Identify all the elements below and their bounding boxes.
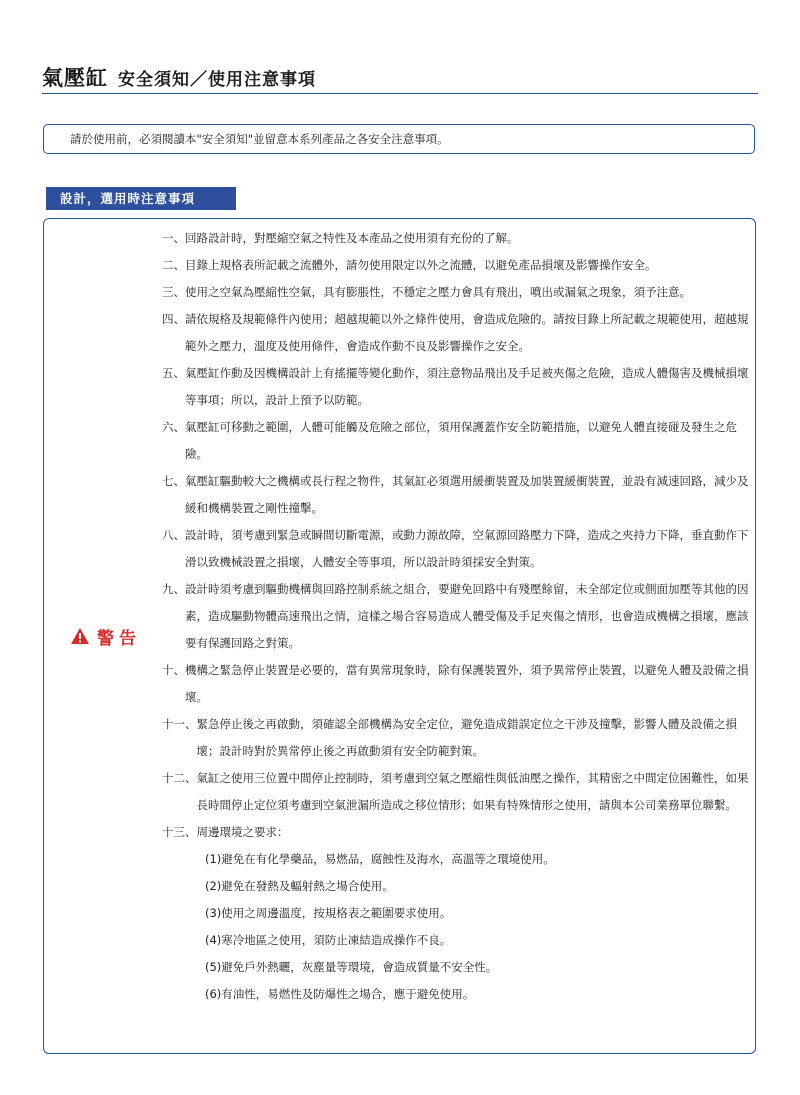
item-number: 十、 [162, 663, 185, 677]
item-text: 周邊環境之要求： [196, 825, 289, 839]
notice-box [43, 124, 755, 154]
item-text: 氣壓缸可移動之範圍，人體可能觸及危險之部位，須用保護蓋作安全防範措施，以避免人體直接碰及發生之危險。 [185, 420, 737, 461]
section-tab [46, 187, 236, 210]
sub-list-item: (4)寒冷地區之使用，須防止凍結造成操作不良。 [205, 933, 452, 947]
item-number: 十一、 [162, 717, 197, 731]
list-item [162, 252, 752, 279]
list-item [162, 522, 752, 576]
item-number: 三、 [162, 285, 185, 299]
list-item [162, 711, 752, 765]
item-text: 機構之緊急停止裝置是必要的，當有異常現象時，除有保護裝置外，須予異常停止裝置，以避免人體及設備之損壞。 [185, 663, 749, 704]
warning-label: 警告 [97, 628, 141, 649]
title-divider [42, 93, 758, 94]
item-text: 使用之空氣為壓縮性空氣，具有膨脹性，不穩定之壓力會具有飛出，噴出或漏氣之現象，須予注意。 [185, 285, 691, 299]
list-item [162, 306, 752, 360]
precaution-list [162, 225, 752, 1008]
item-text: 氣缸之使用三位置中間停止控制時，須考慮到空氣之壓縮性與低油壓之操作，其精密之中間定位困難性，如果長時間停止定位須考慮到空氣泄漏所造成之移位情形；如果有特殊情形之使用，請與本公司業務單位聯繫。 [196, 771, 749, 812]
item-text: 設計時須考慮到驅動機構與回路控制系統之組合，要避免回路中有殘壓餘留，未全部定位或側面加壓等其他的因素，造成驅動物體高速飛出之情，這樣之場合容易造成人體受傷及手足夾傷之情形，也會造成機構之損壞，應該要有保護回路之對策。 [185, 582, 749, 650]
item-number: 四、 [162, 312, 185, 326]
list-item [162, 657, 752, 711]
title-main: 氣壓缸 [42, 66, 108, 90]
item-text: 請依規格及規範條件內使用；超越規範以外之條件使用，會造成危險的。請按目錄上所記載之規範使用，超越規範外之壓力，溫度及使用條件，會造成作動不良及影響操作之安全。 [185, 312, 749, 353]
item-number: 八、 [162, 528, 185, 542]
warning-triangle-icon [70, 627, 90, 645]
item-number: 十二、 [162, 771, 197, 785]
item-number: 十三、 [162, 825, 197, 839]
list-item [162, 414, 752, 468]
item-number: 五、 [162, 366, 185, 380]
list-item [162, 279, 752, 306]
item-text: 設計時，須考慮到緊急或瞬間切斷電源，或動力源故障，空氣源回路壓力下降，造成之夾持力下降，垂直動作下滑以致機械設置之損壞，人體安全等事項，所以設計時須採安全對策。 [185, 528, 749, 569]
sub-list-item: (5)避免戶外熱曬，灰塵量等環境，會造成質量不安全性。 [205, 960, 498, 974]
item-number: 七、 [162, 474, 185, 488]
list-item [162, 819, 752, 846]
sub-list-item: (3)使用之周邊溫度，按規格表之範圍要求使用。 [205, 906, 452, 920]
list-item [162, 360, 752, 414]
item-number: 六、 [162, 420, 185, 434]
item-number: 二、 [162, 258, 185, 272]
section-tab-label: 設計，選用時注意事項 [60, 191, 196, 206]
sub-list-item: (1)避免在有化學藥品，易燃品，腐蝕性及海水，高溫等之環境使用。 [205, 852, 555, 866]
item-text: 目錄上規格表所記載之流體外，請勿使用限定以外之流體，以避免產品損壞及影響操作安全。 [185, 258, 657, 272]
sub-list-item: (6)有油性，易燃性及防爆性之場合，應于避免使用。 [205, 987, 475, 1001]
list-item [162, 765, 752, 819]
item-text: 氣壓缸驅動較大之機構或長行程之物件，其氣缸必須選用緩衝裝置及加裝置緩衝裝置，並設有減速回路，減少及緩和機構裝置之剛性撞擊。 [185, 474, 749, 515]
list-item [162, 225, 752, 252]
page-title [42, 62, 758, 92]
item-text: 回路設計時，對壓縮空氣之特性及本產品之使用須有充份的了解。 [185, 231, 519, 245]
notice-text: 請於使用前，必須閱讀本"安全須知"並留意本系列產品之各安全注意事項。 [70, 132, 449, 146]
item-number: 一、 [162, 231, 185, 245]
sub-list-item: (2)避免在發熱及輻射熱之場合使用。 [205, 879, 394, 893]
list-item [162, 576, 752, 657]
list-item [162, 468, 752, 522]
warning-label-group [70, 624, 141, 648]
title-sub: 安全須知／使用注意事項 [118, 70, 316, 90]
item-text: 緊急停止後之再啟動，須確認全部機構為安全定位，避免造成錯誤定位之干涉及撞擊，影響人體及設備之損壞；設計時對於異常停止後之再啟動須有安全防範對策。 [196, 717, 737, 758]
item-text: 氣壓缸作動及因機構設計上有搖擺等變化動作，須注意物品飛出及手足被夾傷之危險，造成人體傷害及機械損壞等事項；所以，設計上預予以防範。 [185, 366, 749, 407]
item-number: 九、 [162, 582, 185, 596]
